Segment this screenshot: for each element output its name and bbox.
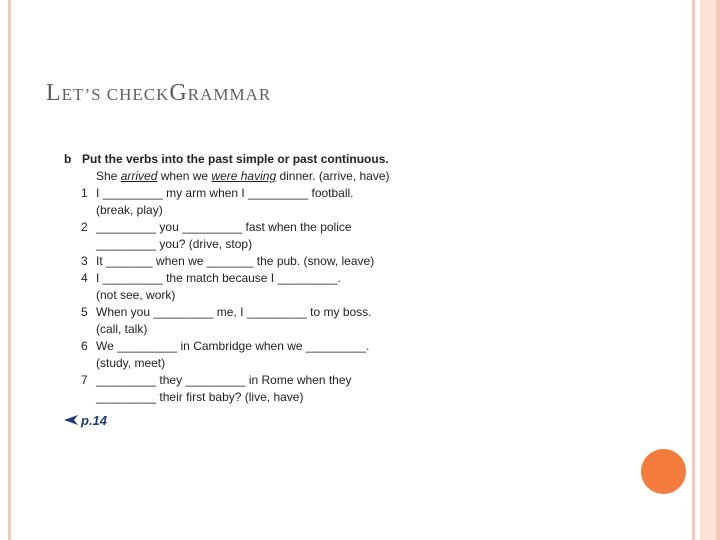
item-line: (study, meet) [96, 356, 166, 370]
title-part-2: RAMMAR [187, 85, 272, 104]
frame-right-edge [716, 0, 720, 540]
frame-right-band [700, 0, 716, 540]
item-line: (break, play) [96, 203, 163, 217]
example-text-2: when we [157, 169, 212, 183]
left-arrow-icon [64, 412, 78, 430]
frame-right-stripe [692, 0, 695, 540]
item-line: I _________ my arm when I _________ football. [96, 186, 354, 200]
page-reference [64, 412, 404, 430]
exercise-item-6 [64, 338, 404, 372]
item-line: We _________ in Cambridge when we _________. [96, 339, 370, 353]
slide-title [46, 80, 271, 107]
exercise-item-7 [64, 372, 404, 406]
item-number: 7 [81, 373, 88, 387]
item-line: I _________ the match because I _________. [96, 271, 341, 285]
item-number: 2 [81, 220, 88, 234]
item-line: _________ their first baby? (live, have) [96, 390, 304, 404]
title-initial-1: L [46, 80, 62, 106]
item-line: It _______ when we _______ the pub. (snow, leave) [96, 254, 375, 268]
exercise-example [96, 168, 404, 185]
item-line: (not see, work) [96, 288, 176, 302]
title-initial-2: G [169, 80, 188, 106]
exercise-letter: b [64, 152, 72, 166]
item-number: 3 [81, 254, 88, 268]
example-text-1: She [96, 169, 121, 183]
item-line: _________ you _________ fast when the police [96, 220, 352, 234]
frame-left-stripe [8, 0, 11, 540]
decorative-orange-circle [641, 449, 686, 494]
exercise-item-3 [64, 253, 404, 270]
example-verb-2: were having [211, 169, 277, 183]
exercise-item-5 [64, 304, 404, 338]
item-line: (call, talk) [96, 322, 148, 336]
exercise-item-4 [64, 270, 404, 304]
example-verb-1: arrived [120, 169, 158, 183]
exercise-item-2 [64, 219, 404, 253]
item-number: 1 [81, 186, 88, 200]
item-line: _________ you? (drive, stop) [96, 237, 253, 251]
grammar-exercise [64, 150, 404, 430]
item-line: _________ they _________ in Rome when they [96, 373, 352, 387]
exercise-instruction: Put the verbs into the past simple or past continuous. [82, 152, 389, 166]
example-text-3: dinner. (arrive, have) [276, 169, 390, 183]
exercise-item-1 [64, 185, 404, 219]
exercise-header [64, 150, 404, 168]
item-number: 4 [81, 271, 88, 285]
item-number: 6 [81, 339, 88, 353]
item-number: 5 [81, 305, 88, 319]
page-reference-label: p.14 [81, 413, 108, 428]
item-line: When you _________ me, I _________ to my boss. [96, 305, 372, 319]
title-part-1: ET’S CHECK [61, 85, 170, 104]
